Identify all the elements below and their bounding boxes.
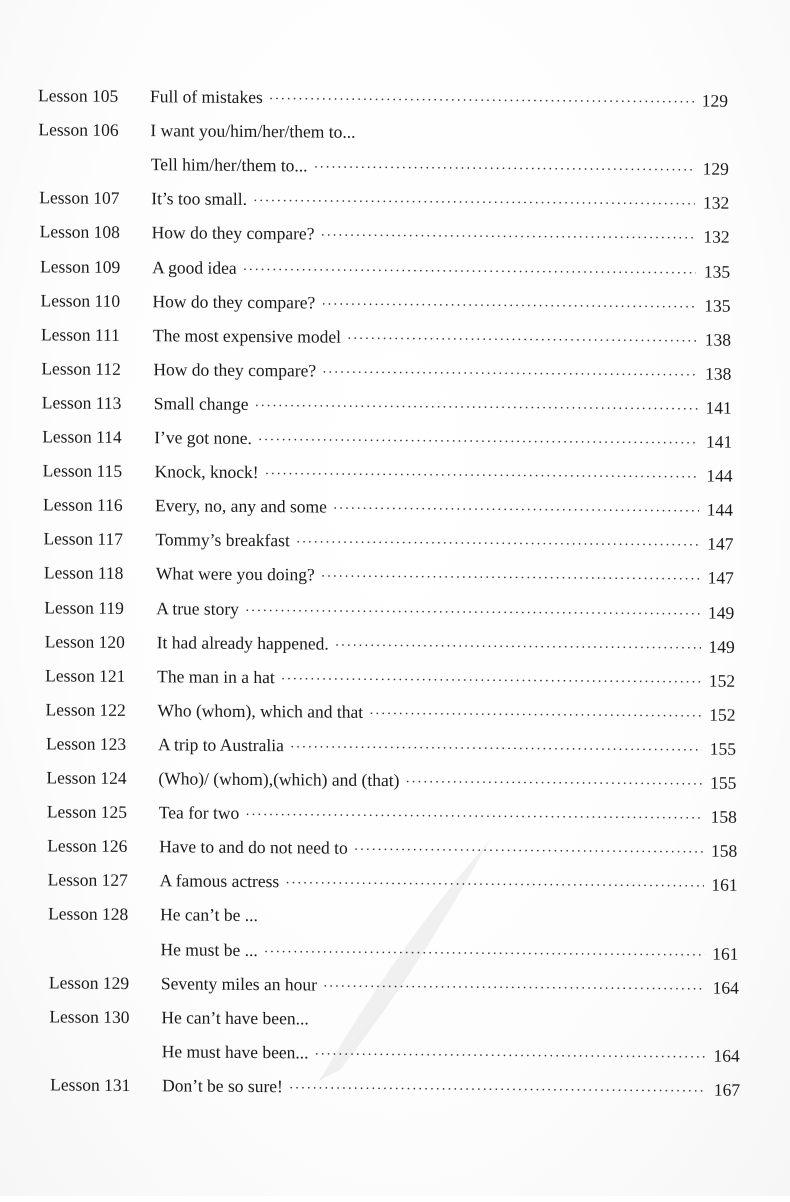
toc-entry	[39, 183, 729, 218]
page-number: 164	[712, 977, 739, 998]
lesson-number: Lesson 115	[42, 460, 123, 482]
dot-leader	[258, 426, 698, 459]
lesson-title: I’ve got none.	[154, 427, 252, 448]
page-number: 167	[713, 1079, 741, 1100]
dot-leader	[290, 733, 702, 766]
lesson-number: Lesson 109	[40, 255, 121, 277]
dot-leader	[320, 222, 695, 255]
lesson-title: Knock, knock!	[154, 461, 259, 483]
toc-entry	[40, 217, 730, 252]
dot-leader	[289, 1074, 706, 1107]
toc-entry	[44, 558, 734, 593]
lesson-title: Don’t be so sure!	[162, 1075, 283, 1097]
lesson-number: Lesson 119	[44, 596, 124, 618]
toc-entry	[46, 728, 736, 763]
lesson-title: A true story	[156, 597, 239, 619]
dot-leader	[243, 255, 696, 289]
dot-leader	[253, 187, 695, 220]
toc-entry	[47, 796, 737, 831]
toc-entry	[40, 251, 730, 286]
lesson-number: Lesson 107	[39, 187, 120, 209]
page-number: 135	[704, 295, 731, 316]
lesson-number: Lesson 120	[44, 630, 125, 652]
lesson-number: Lesson 117	[43, 528, 124, 550]
dot-leader	[354, 836, 703, 869]
toc-entry	[41, 353, 731, 388]
lesson-title: The man in a hat	[157, 665, 275, 687]
toc-entry	[45, 626, 735, 661]
lesson-number: Lesson 112	[41, 358, 121, 379]
lesson-title: A famous actress	[159, 870, 280, 892]
lesson-number: Lesson 128	[48, 903, 129, 925]
lesson-number: Lesson 126	[47, 835, 128, 857]
dot-leader	[265, 460, 699, 493]
dot-leader	[405, 768, 702, 800]
page-number: 155	[710, 772, 737, 793]
lesson-number	[39, 169, 151, 170]
toc-entry	[46, 762, 736, 797]
lesson-title: Have to and do not need to	[159, 836, 348, 858]
lesson-number: Lesson 123	[45, 733, 127, 754]
page-number: 132	[703, 192, 730, 214]
dot-leader	[269, 85, 694, 118]
lesson-number: Lesson 131	[50, 1074, 131, 1095]
lesson-title: How do they compare?	[152, 290, 316, 313]
lesson-title: I want you/him/her/them to...	[150, 120, 356, 142]
lesson-title: He can’t be ...	[160, 904, 258, 926]
dot-leader	[245, 801, 703, 835]
page-number: 161	[711, 874, 738, 896]
toc-entry	[48, 865, 738, 900]
dot-leader	[323, 972, 705, 1005]
dot-leader	[322, 358, 697, 391]
page-number: 158	[710, 840, 738, 861]
lesson-title: What were you doing?	[155, 563, 315, 585]
toc-entry	[45, 660, 735, 695]
dot-leader	[321, 563, 700, 596]
toc-entry	[42, 421, 732, 456]
dot-leader	[314, 154, 695, 187]
dot-leader	[245, 596, 700, 630]
page-number: 141	[705, 397, 732, 418]
toc-entry	[49, 967, 739, 1002]
toc-entry	[41, 285, 731, 320]
lesson-number: Lesson 108	[39, 221, 120, 243]
dot-leader	[255, 392, 698, 425]
lesson-title: Full of mistakes	[150, 86, 263, 108]
page-number: 138	[704, 329, 731, 350]
toc-entry	[39, 148, 729, 183]
toc-entry	[42, 387, 732, 422]
lesson-number: Lesson 130	[49, 1006, 130, 1027]
toc-entry	[44, 592, 734, 627]
page-number: 144	[706, 499, 734, 520]
page-number: 155	[709, 738, 736, 759]
lesson-number: Lesson 118	[43, 562, 124, 584]
lesson-number: Lesson 127	[47, 869, 128, 891]
page-number: 158	[710, 806, 737, 827]
lesson-title: He can’t have been...	[161, 1006, 309, 1029]
lesson-number	[49, 954, 161, 955]
lesson-title: Who (whom), which and that	[157, 700, 364, 722]
dot-leader	[281, 665, 701, 698]
lesson-number: Lesson 105	[38, 85, 119, 106]
lesson-title: A good idea	[152, 256, 237, 278]
page-number: 149	[708, 602, 735, 623]
toc-entry	[43, 455, 733, 490]
page-number: 164	[713, 1045, 740, 1066]
lesson-number: Lesson 124	[46, 767, 127, 788]
toc-entry	[38, 114, 728, 149]
lesson-number: Lesson 121	[45, 665, 126, 686]
lesson-title: Small change	[153, 393, 249, 414]
page-number: 129	[702, 158, 729, 179]
page-number: 152	[708, 670, 736, 691]
lesson-number: Lesson 111	[40, 324, 120, 345]
dot-leader	[347, 324, 697, 357]
page-number: 135	[703, 261, 731, 282]
toc-entry	[38, 80, 728, 115]
page-number: 152	[709, 704, 736, 725]
toc-entry	[47, 831, 737, 866]
dot-leader	[335, 631, 701, 664]
lesson-number: Lesson 110	[40, 289, 121, 311]
lesson-number: Lesson 125	[46, 801, 128, 823]
lesson-number: Lesson 116	[43, 494, 123, 516]
lesson-title: It had already happened.	[156, 631, 329, 654]
dot-leader	[333, 495, 699, 528]
page-number: 149	[708, 636, 735, 657]
page-number: 138	[705, 363, 732, 384]
dot-leader	[296, 529, 700, 562]
page-number: 141	[705, 431, 733, 452]
page-number: 147	[707, 567, 734, 589]
lesson-title: He must be ...	[160, 938, 258, 960]
lesson-title: It’s too small.	[151, 188, 248, 210]
toc-entry	[48, 899, 738, 934]
lesson-number: Lesson 106	[38, 119, 119, 141]
page-number: 161	[712, 943, 739, 964]
dot-leader	[369, 700, 701, 733]
dot-leader	[315, 1040, 706, 1073]
lesson-number: Lesson 122	[45, 699, 126, 720]
lesson-number: Lesson 129	[48, 971, 130, 993]
page-number: 132	[703, 226, 730, 248]
lesson-title: Tommy’s breakfast	[155, 529, 290, 551]
toc-entry	[49, 933, 739, 968]
toc-entry	[46, 694, 736, 729]
page-number: 129	[701, 90, 728, 111]
lesson-title: Tea for two	[158, 802, 240, 823]
dot-leader	[264, 938, 705, 971]
lesson-title: (Who)/ (whom),(which) and (that)	[158, 768, 400, 791]
dot-leader	[285, 870, 703, 903]
lesson-number	[50, 1056, 162, 1057]
lesson-title: How do they compare?	[151, 222, 315, 244]
lesson-title: Seventy miles an hour	[160, 972, 317, 995]
toc-entry	[50, 1069, 740, 1104]
toc-entry	[43, 524, 733, 559]
dot-leader	[321, 290, 696, 323]
lesson-number: Lesson 113	[41, 392, 122, 413]
page-number: 144	[706, 465, 733, 486]
toc-entry	[50, 1035, 740, 1070]
toc-entry	[43, 490, 733, 525]
lesson-title: Tell him/her/them to...	[150, 154, 308, 176]
lesson-title: The most expensive model	[152, 324, 342, 347]
toc-entry	[49, 1001, 739, 1036]
lesson-title: Every, no, any and some	[155, 495, 327, 517]
lesson-title: A trip to Australia	[157, 734, 284, 756]
lesson-title: How do they compare?	[153, 359, 317, 381]
page-number: 147	[707, 533, 734, 555]
toc-entry	[41, 319, 731, 354]
lesson-number: Lesson 114	[42, 426, 122, 447]
lesson-title: He must have been...	[161, 1041, 309, 1063]
